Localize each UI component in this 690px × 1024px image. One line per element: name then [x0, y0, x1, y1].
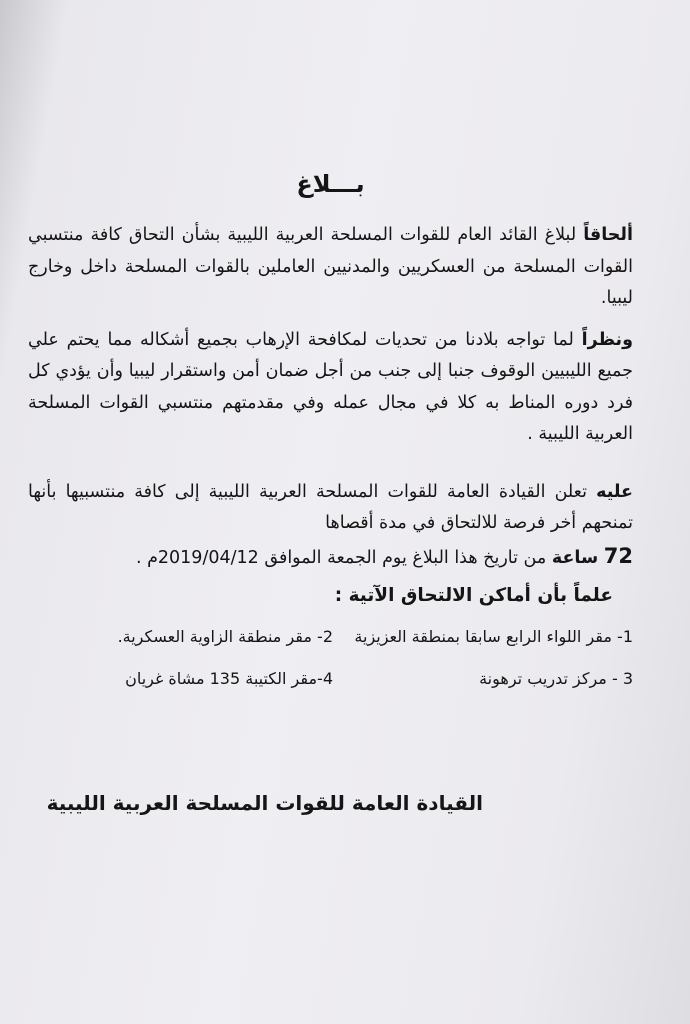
- deadline-text: من تاريخ هذا البلاغ يوم الجمعة الموافق: [264, 547, 547, 568]
- deadline-line: [28, 540, 633, 574]
- deadline-hours-word: ساعة: [551, 547, 599, 568]
- location-item: 4-مقر الكتيبة 135 مشاة غريان: [125, 668, 333, 688]
- deadline-hours: 72: [603, 543, 633, 568]
- document-title: بـــلاغ: [296, 170, 365, 198]
- paragraph-lead: عليه: [596, 481, 633, 502]
- paragraph-text: لبلاغ القائد العام للقوات المسلحة العربية الليبية بشأن التحاق كافة منتسبي القوات المسلحة من العسكريين والمدنيين العاملين بالقوات المسلحة داخل وخارج ليبيا.: [28, 225, 633, 308]
- deadline-date: 2019/04/12م .: [135, 547, 259, 568]
- paragraph-announcement: [28, 477, 633, 540]
- document-body: [28, 170, 633, 818]
- location-item: 1- مقر اللواء الرابع سابقا بمنطقة العزيزية: [354, 626, 633, 646]
- places-heading: علماً بأن أماكن الالتحاق الآتية :: [334, 584, 613, 606]
- paragraph-text: لما تواجه بلادنا من تحديات لمكافحة الإرهاب بجميع أشكاله مما يحتم علي جميع الليبيين الوقوف جنبا إلى جنب من أجل ضمان أمن واستقرار ليبيا وأن يؤدي كل فرد دوره المناط به كلا في مجال عمله وفي مقدمتهم منتسبي القوات المسلحة العربية الليبية .: [28, 329, 633, 444]
- paragraph-reference: [28, 220, 633, 315]
- signature: القيادة العامة للقوات المسلحة العربية الليبية: [46, 790, 483, 815]
- location-item: 3 - مركز تدريب ترهونة: [479, 668, 633, 688]
- paragraph-context: [28, 325, 633, 451]
- locations-row: [28, 622, 633, 652]
- paragraph-text: تعلن القيادة العامة للقوات المسلحة العربية الليبية إلى كافة منتسبيها بأنها تمنحهم أخر فرصة للالتحاق في مدة أقصاها: [28, 481, 633, 533]
- paragraph-lead: ألحاقاً: [583, 225, 633, 245]
- paragraph-lead: ونظراً: [581, 329, 633, 350]
- location-item: 2- مقر منطقة الزاوية العسكرية.: [117, 626, 333, 646]
- locations-row: [28, 664, 633, 694]
